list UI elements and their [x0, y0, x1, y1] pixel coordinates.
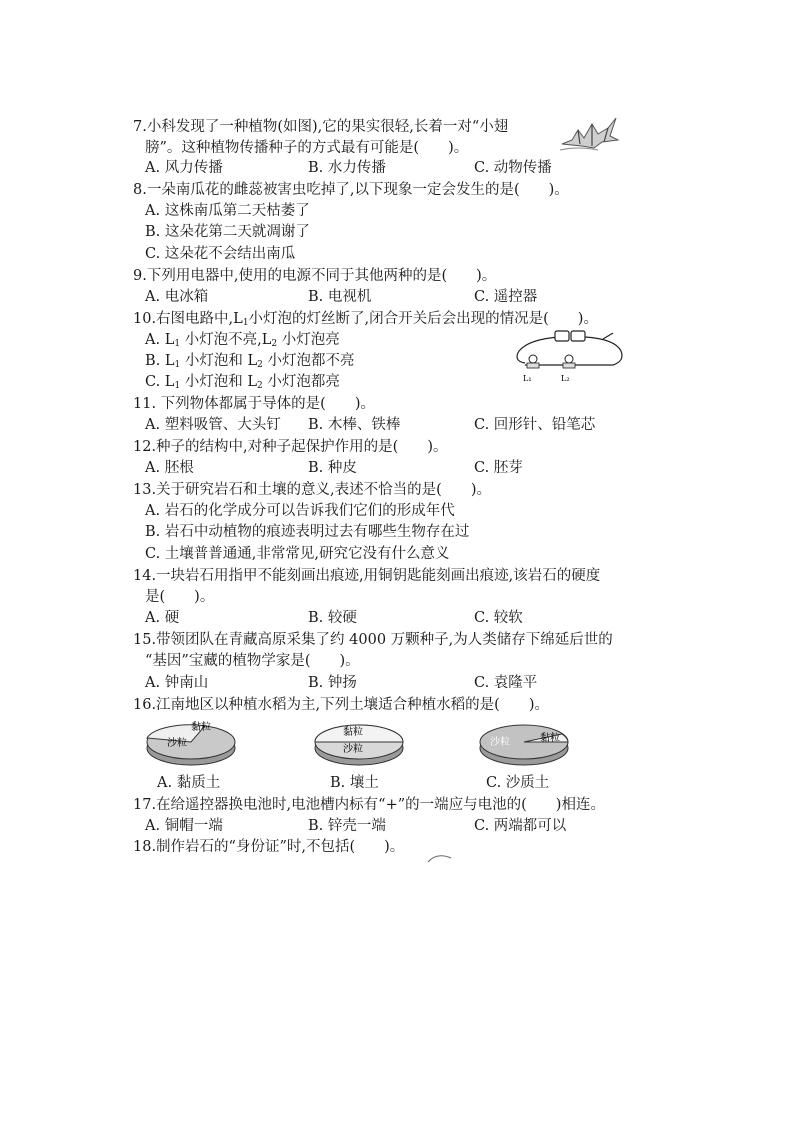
clay-label: 黏粒 [540, 733, 560, 744]
question-9-option-c: C. 遥控器 [474, 289, 538, 305]
question-13-option-a: A. 岩石的化学成分可以告诉我们它们的形成年代 [145, 503, 455, 519]
switch-icon [603, 333, 613, 339]
question-18-line-1: 18.制作岩石的“身份证”时,不包括( )。 [133, 839, 405, 855]
loam-soil-disc [313, 718, 405, 770]
question-12-line-1: 12.种子的结构中,对种子起保护作用的是( )。 [133, 439, 448, 455]
question-14-line-1: 14.一块岩石用指甲不能刻画出痕迹,用铜钥匙能刻画出痕迹,该岩石的硬度 [133, 568, 601, 584]
question-13-option-c: C. 土壤普普通通,非常常见,研究它没有什么意义 [145, 546, 450, 562]
question-7-line-1: 7.小科发现了一种植物(如图),它的果实很轻,长着一对“小翅 [133, 119, 509, 135]
sand-label: 沙粒 [490, 737, 510, 748]
circuit-diagram [505, 325, 630, 387]
question-11-option-a: A. 塑料吸管、大头钉 [145, 417, 281, 433]
question-11-option-c: C. 回形针、铅笔芯 [474, 417, 596, 433]
question-12-option-a: A. 胚根 [145, 460, 194, 476]
question-9-line-1: 9.下列用电器中,使用的电源不同于其他两种的是( )。 [133, 268, 497, 284]
question-15-option-b: B. 钟扬 [308, 675, 357, 691]
question-8-option-a: A. 这株南瓜第二天枯萎了 [145, 203, 310, 219]
bulb-l1-label: L₁ [523, 374, 532, 383]
question-15-option-c: C. 袁隆平 [474, 675, 538, 691]
question-17-option-b: B. 锌壳一端 [308, 818, 386, 834]
question-13-line-1: 13.关于研究岩石和土壤的意义,表述不恰当的是( )。 [133, 482, 491, 498]
question-10-option-a: A. $L_1$ 小灯泡不亮$,L_2$ 小灯泡亮 [145, 332, 340, 349]
question-14-option-c: C. 较软 [474, 610, 523, 626]
question-17-line-1: 17.在给遥控器换电池时,电池槽内标有“+”的一端应与电池的( )相连。 [133, 797, 605, 813]
clay-label: 黏粒 [343, 727, 363, 738]
question-15-line-2: “基因”宝藏的植物学家是( )。 [145, 653, 360, 669]
question-7-option-b: B. 水力传播 [308, 160, 386, 176]
question-10-option-b: B. $L_1$ 小灯泡和 $L_2$ 小灯泡都不亮 [145, 353, 355, 370]
winged-seed-plant-image [558, 110, 620, 158]
question-14-option-a: A. 硬 [145, 610, 180, 626]
sand-label: 沙粒 [167, 738, 187, 749]
question-16-option-a: A. 黏质土 [157, 775, 221, 791]
bulb-l2-label: L₂ [561, 374, 570, 383]
question-9-option-b: B. 电视机 [308, 289, 372, 305]
question-7-option-a: A. 风力传播 [145, 160, 223, 176]
clay-label: 黏粒 [191, 722, 211, 733]
question-7-line-2: 膀”。这种植物传播种子的方式最有可能是( )。 [145, 140, 469, 156]
question-17-option-a: A. 铜帽一端 [145, 818, 223, 834]
question-17-option-c: C. 两端都可以 [474, 818, 567, 834]
question-8-line-1: 8.一朵南瓜花的雌蕊被害虫吃掉了,以下现象一定会发生的是( )。 [133, 182, 569, 198]
question-13-option-b: B. 岩石中动植物的痕迹表明过去有哪些生物存在过 [145, 524, 470, 540]
question-14-option-b: B. 较硬 [308, 610, 357, 626]
sandy-soil-disc [478, 718, 570, 770]
question-14-line-2: 是( )。 [145, 589, 215, 605]
question-9-option-a: A. 电冰箱 [145, 289, 209, 305]
question-10-option-c: C. $L_1$ 小灯泡和 $L_2$ 小灯泡都亮 [145, 374, 340, 391]
question-16-line-1: 16.江南地区以种植水稻为主,下列土壤适合种植水稻的是( )。 [133, 697, 549, 713]
question-8-option-c: C. 这朵花不会结出南瓜 [145, 246, 296, 262]
question-10-line-1: 10.右图电路中$,L_1$小灯泡的灯丝断了,闭合开关后会出现的情况是( )。 [133, 311, 598, 328]
battery-icon [555, 331, 569, 341]
question-12-option-c: C. 胚芽 [474, 460, 523, 476]
question-16-option-c: C. 沙质土 [486, 775, 550, 791]
question-16-option-b: B. 壤土 [330, 775, 379, 791]
question-11-line-1: 11. 下列物体都属于导体的是( )。 [133, 396, 375, 412]
question-7-option-c: C. 动物传播 [474, 160, 552, 176]
question-15-line-1: 15.带领团队在青藏高原采集了约 4000 万颗种子,为人类储存下绵延后世的 [133, 632, 613, 648]
question-12-option-b: B. 种皮 [308, 460, 357, 476]
clay-soil-disc [145, 718, 237, 770]
cropped-figure-fragment [425, 850, 455, 864]
sand-label: 沙粒 [343, 744, 363, 755]
question-15-option-a: A. 钟南山 [145, 675, 209, 691]
question-11-option-b: B. 木棒、铁棒 [308, 417, 401, 433]
question-8-option-b: B. 这朵花第二天就凋谢了 [145, 224, 310, 240]
